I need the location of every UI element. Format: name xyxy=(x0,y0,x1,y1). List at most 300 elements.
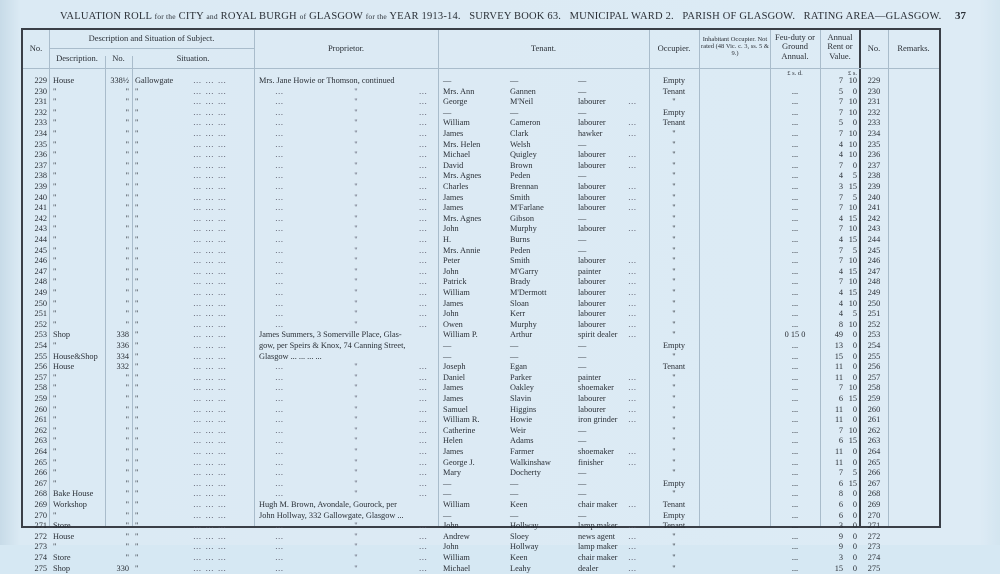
table-row xyxy=(23,521,939,532)
leader-dots: … … … xyxy=(193,531,228,541)
feu-duty: ... xyxy=(791,213,799,223)
situation: " xyxy=(135,542,139,552)
rent-pounds: 7 xyxy=(838,192,843,202)
row-number: 232 xyxy=(34,107,47,117)
row-number: 240 xyxy=(34,192,47,202)
row-number: 237 xyxy=(34,160,47,170)
occupier-status: " xyxy=(672,171,676,181)
table-row xyxy=(23,564,939,574)
row-number-right: 270 xyxy=(867,510,881,520)
leader-dots: … xyxy=(628,553,638,562)
tenant-occupation: labourer xyxy=(578,160,606,170)
description: " xyxy=(53,372,57,382)
tenant-first-name: Peter xyxy=(443,256,461,266)
proprietor-ditto: … " … xyxy=(275,97,428,107)
description: Store xyxy=(53,553,71,562)
tenant-occupation: labourer xyxy=(578,298,606,308)
leader-dots: … xyxy=(628,129,638,138)
tenant-surname: — xyxy=(510,107,519,117)
rent-pounds: 11 xyxy=(835,415,843,425)
rent-pounds: 11 xyxy=(835,362,843,372)
tenant-surname: M'Garry xyxy=(510,266,539,276)
tenant-occupation: lamp maker xyxy=(578,542,618,552)
situation: " xyxy=(135,447,139,456)
rent-pounds: 11 xyxy=(835,372,843,382)
occupier-status: Empty xyxy=(662,107,686,117)
tenant-occupation: labourer xyxy=(578,309,606,319)
street-number: " xyxy=(125,129,129,138)
rent-shillings: 0 xyxy=(852,351,857,361)
situation: " xyxy=(135,563,139,573)
leader-dots: … xyxy=(628,182,638,191)
tenant-surname: Smith xyxy=(510,256,530,266)
leader-dots: … xyxy=(628,531,638,541)
rent-shillings: 0 xyxy=(852,531,857,541)
street-number: " xyxy=(125,309,129,319)
street-number: " xyxy=(125,171,129,181)
tenant-first-name: Mrs. Agnes xyxy=(443,213,482,223)
tenant-first-name: James xyxy=(443,192,464,202)
rent-shillings: 10 xyxy=(848,277,857,287)
tenant-surname: Hollway xyxy=(510,542,539,552)
row-number: 275 xyxy=(34,563,47,573)
tenant-surname: Gannen xyxy=(510,86,536,96)
tenant-first-name: Mrs. Ann xyxy=(443,86,475,96)
row-number: 269 xyxy=(34,500,47,509)
tenant-occupation: iron grinder xyxy=(578,415,618,425)
tenant-first-name: William R. xyxy=(443,415,480,425)
situation: " xyxy=(135,182,139,191)
occupier-status: Empty xyxy=(662,76,686,85)
occupier-status: Tenant xyxy=(662,118,686,128)
tenant-occupation: labourer xyxy=(578,182,606,191)
tenant-first-name: Catherine xyxy=(443,425,476,435)
table-row xyxy=(23,415,939,426)
occupier-status: Tenant xyxy=(662,362,686,372)
municipal-ward: MUNICIPAL WARD 2. xyxy=(569,11,674,22)
row-number-right: 269 xyxy=(867,500,881,509)
leader-dots: … … … xyxy=(193,415,228,425)
rent-shillings: 0 xyxy=(852,330,857,340)
street-number: " xyxy=(125,97,129,107)
leader-dots: … … … xyxy=(193,171,228,181)
feu-duty: ... xyxy=(791,542,799,552)
leader-dots: … xyxy=(628,415,638,425)
tenant-first-name: James xyxy=(443,383,464,393)
description: " xyxy=(53,542,57,552)
feu-duty: ... xyxy=(791,362,799,372)
row-number-right: 238 xyxy=(867,171,881,181)
feu-duty: ... xyxy=(791,160,799,170)
table-row xyxy=(23,299,939,310)
leader-dots: … … … xyxy=(193,139,228,149)
street-number: 336 xyxy=(116,341,129,350)
tenant-occupation: — xyxy=(578,510,587,520)
situation: " xyxy=(135,500,139,509)
description: " xyxy=(53,203,57,213)
feu-duty: 0 15 0 xyxy=(784,330,806,340)
street-number: " xyxy=(125,319,129,329)
rent-shillings: 15 xyxy=(848,288,857,297)
rent-shillings: 10 xyxy=(848,383,857,393)
rent-shillings: 15 xyxy=(848,266,857,276)
proprietor-ditto: … " … xyxy=(275,542,428,552)
occupier-status: " xyxy=(672,436,676,446)
description: " xyxy=(53,224,57,234)
tenant-surname: Gibson xyxy=(510,213,534,223)
rent-shillings: 0 xyxy=(852,415,857,425)
title-text: GLASGOW xyxy=(309,11,363,22)
feu-duty: ... xyxy=(791,192,799,202)
rent-pounds: 7 xyxy=(838,245,843,255)
leader-dots: … xyxy=(628,203,638,213)
table-row xyxy=(23,309,939,320)
leader-dots: … … … xyxy=(193,86,228,96)
feu-duty: ... xyxy=(791,489,799,499)
row-number-right: 245 xyxy=(867,245,881,255)
proprietor-ditto: … " … xyxy=(275,415,428,425)
tenant-first-name: George xyxy=(443,97,468,107)
tenant-occupation: labourer xyxy=(578,404,606,414)
tenant-surname: Keen xyxy=(510,553,528,562)
situation: " xyxy=(135,372,139,382)
rent-shillings: 0 xyxy=(852,341,857,350)
occupier-status: " xyxy=(672,394,676,403)
description: " xyxy=(53,468,57,478)
row-number: 243 xyxy=(34,224,47,234)
rent-units: £ s. xyxy=(847,70,857,77)
street-number: " xyxy=(125,394,129,403)
rent-shillings: 0 xyxy=(852,447,857,456)
table-row xyxy=(23,362,939,373)
description: " xyxy=(53,160,57,170)
tenant-first-name: James xyxy=(443,129,464,138)
tenant-surname: Sloan xyxy=(510,298,529,308)
leader-dots: … … … xyxy=(193,425,228,435)
occupier-status: " xyxy=(672,245,676,255)
description: " xyxy=(53,341,57,350)
rent-pounds: 11 xyxy=(835,447,843,456)
title-text: YEAR 1913-14. xyxy=(389,11,461,22)
description: " xyxy=(53,478,57,488)
tenant-surname: Murphy xyxy=(510,319,537,329)
tenant-occupation: labourer xyxy=(578,256,606,266)
leader-dots: … … … xyxy=(193,76,228,85)
tenant-occupation: labourer xyxy=(578,319,606,329)
rent-pounds: 11 xyxy=(835,404,843,414)
table-row xyxy=(23,330,939,341)
row-number: 231 xyxy=(34,97,47,107)
street-number: " xyxy=(125,277,129,287)
tenant-first-name: — xyxy=(443,478,452,488)
feu-duty: ... xyxy=(791,415,799,425)
street-number: 338 xyxy=(116,330,129,340)
situation: " xyxy=(135,489,139,499)
tenant-occupation: lamp maker xyxy=(578,521,618,531)
description: " xyxy=(53,436,57,446)
feu-duty: ... xyxy=(791,341,799,350)
proprietor-ditto: … " … xyxy=(275,531,428,541)
table-row xyxy=(23,352,939,363)
row-number-right: 263 xyxy=(867,436,881,446)
tenant-surname: — xyxy=(510,76,519,85)
tenant-first-name: — xyxy=(443,351,452,361)
leader-dots: … xyxy=(628,319,638,329)
feu-duty: ... xyxy=(791,531,799,541)
table-row xyxy=(23,235,939,246)
situation: " xyxy=(135,478,139,488)
leader-dots: … … … xyxy=(193,245,228,255)
row-number: 251 xyxy=(34,309,47,319)
street-number: " xyxy=(125,86,129,96)
occupier-status: " xyxy=(672,425,676,435)
tenant-occupation: — xyxy=(578,245,587,255)
rent-pounds: 49 xyxy=(834,330,843,340)
street-number: " xyxy=(125,235,129,244)
rent-pounds: 3 xyxy=(838,182,843,191)
tenant-first-name: Samuel xyxy=(443,404,468,414)
tenant-first-name: James xyxy=(443,298,464,308)
situation: " xyxy=(135,468,139,478)
occupier-status: " xyxy=(672,489,676,499)
tenant-occupation: — xyxy=(578,86,587,96)
row-number-right: 262 xyxy=(867,425,881,435)
feu-duty: ... xyxy=(791,182,799,191)
occupier-status: Empty xyxy=(662,510,686,520)
street-number: " xyxy=(125,150,129,160)
table-row xyxy=(23,373,939,384)
description: " xyxy=(53,415,57,425)
description: " xyxy=(53,171,57,181)
table-row xyxy=(23,542,939,553)
tenant-first-name: — xyxy=(443,510,452,520)
tenant-surname: Weir xyxy=(510,425,526,435)
situation: " xyxy=(135,235,139,244)
leader-dots: … xyxy=(628,97,638,107)
situation: " xyxy=(135,150,139,160)
tenant-surname: — xyxy=(510,510,519,520)
tenant-first-name: Mrs. Agnes xyxy=(443,171,482,181)
header-feu-duty: Feu-duty or Ground Annual. xyxy=(775,32,815,61)
tenant-surname: Egan xyxy=(510,362,528,372)
tenant-first-name: Helen xyxy=(443,436,463,446)
rent-shillings: 0 xyxy=(852,500,857,509)
table-row xyxy=(23,394,939,405)
leader-dots: … … … xyxy=(193,277,228,287)
row-number: 266 xyxy=(34,468,47,478)
street-number: " xyxy=(125,468,129,478)
table-row xyxy=(23,182,939,193)
proprietor-ditto: … " … xyxy=(275,171,428,181)
tenant-occupation: chair maker xyxy=(578,553,618,562)
situation: " xyxy=(135,139,139,149)
tenant-surname: — xyxy=(510,341,519,350)
leader-dots: … … … xyxy=(193,213,228,223)
feu-duty: ... xyxy=(791,394,799,403)
rent-shillings: 5 xyxy=(852,468,857,478)
tenant-occupation: labourer xyxy=(578,118,606,128)
header-annual-rent: Annual Rent or Value. xyxy=(827,32,853,61)
tenant-occupation: — xyxy=(578,341,587,350)
street-number: " xyxy=(125,107,129,117)
situation: " xyxy=(135,129,139,138)
street-number: " xyxy=(125,553,129,562)
table-row xyxy=(23,553,939,564)
table-row xyxy=(23,320,939,331)
street-number: 334 xyxy=(116,351,129,361)
rent-pounds: 4 xyxy=(838,309,843,319)
feu-duty: ... xyxy=(791,235,799,244)
rent-pounds: 7 xyxy=(838,97,843,107)
proprietor-ditto: … " … xyxy=(275,383,428,393)
tenant-first-name: — xyxy=(443,341,452,350)
table-row xyxy=(23,224,939,235)
row-number: 263 xyxy=(34,436,47,446)
proprietor-ditto: … " … xyxy=(275,182,428,191)
header-description-group: Description and Situation of Subject. xyxy=(88,33,215,43)
tenant-first-name: Andrew xyxy=(443,531,470,541)
row-number-right: 258 xyxy=(867,383,881,393)
rent-pounds: 8 xyxy=(838,319,843,329)
rent-pounds: 9 xyxy=(838,531,843,541)
occupier-status: " xyxy=(672,319,676,329)
tenant-surname: Peden xyxy=(510,245,531,255)
rent-shillings: 15 xyxy=(848,182,857,191)
street-number: " xyxy=(125,521,129,531)
proprietor-ditto: … " … xyxy=(275,319,428,329)
table-row xyxy=(23,171,939,182)
street-number: " xyxy=(125,118,129,128)
tenant-surname: — xyxy=(510,351,519,361)
survey-book: SURVEY BOOK 63. xyxy=(469,11,562,22)
occupier-status: " xyxy=(672,372,676,382)
table-row xyxy=(23,458,939,469)
tenant-occupation: painter xyxy=(578,266,602,276)
proprietor-line: John Hollway, 332 Gallowgate, Glasgow ... xyxy=(259,510,404,520)
leader-dots: … … … xyxy=(193,362,228,372)
row-number-right: 273 xyxy=(867,542,881,552)
parish: PARISH OF GLASGOW. xyxy=(682,11,796,22)
rent-shillings: 0 xyxy=(852,372,857,382)
proprietor-ditto: … " … xyxy=(275,107,428,117)
rent-shillings: 0 xyxy=(852,362,857,372)
row-number-right: 232 xyxy=(867,107,881,117)
description: " xyxy=(53,245,57,255)
occupier-status: " xyxy=(672,531,676,541)
occupier-status: " xyxy=(672,160,676,170)
leader-dots: … xyxy=(628,160,638,170)
proprietor-ditto: … " … xyxy=(275,298,428,308)
tenant-surname: Brown xyxy=(510,160,533,170)
tenant-first-name: Michael xyxy=(443,563,471,573)
feu-duty: ... xyxy=(791,553,799,562)
tenant-occupation: labourer xyxy=(578,192,606,202)
rent-shillings: 15 xyxy=(848,436,857,446)
occupier-status: " xyxy=(672,457,676,467)
occupier-status: " xyxy=(672,182,676,191)
leader-dots: … … … xyxy=(193,341,228,350)
leader-dots: … … … xyxy=(193,457,228,467)
row-number-right: 235 xyxy=(867,139,881,149)
street-number: " xyxy=(125,288,129,297)
proprietor-ditto: … " … xyxy=(275,277,428,287)
leader-dots: … xyxy=(628,404,638,414)
table-row xyxy=(23,150,939,161)
street-number: " xyxy=(125,203,129,213)
rent-pounds: 15 xyxy=(834,563,843,573)
situation: " xyxy=(135,118,139,128)
street-number: " xyxy=(125,256,129,266)
rent-shillings: 0 xyxy=(852,160,857,170)
row-number-right: 240 xyxy=(867,192,881,202)
row-number-right: 231 xyxy=(867,97,881,107)
row-number-right: 252 xyxy=(867,319,881,329)
row-number: 273 xyxy=(34,542,47,552)
rent-pounds: 8 xyxy=(838,489,843,499)
street-number: 338½ xyxy=(110,76,129,85)
description: House xyxy=(53,76,75,85)
tenant-occupation: dealer xyxy=(578,563,599,573)
description: Store xyxy=(53,521,71,531)
leader-dots: … … … xyxy=(193,118,228,128)
rent-pounds: 7 xyxy=(838,256,843,266)
table-row xyxy=(23,341,939,352)
tenant-first-name: Daniel xyxy=(443,372,466,382)
leader-dots: … xyxy=(628,372,638,382)
tenant-first-name: Mary xyxy=(443,468,461,478)
rent-pounds: 3 xyxy=(838,553,843,562)
occupier-status: " xyxy=(672,404,676,414)
tenant-first-name: Patrick xyxy=(443,277,467,287)
row-number: 274 xyxy=(34,553,47,562)
tenant-surname: Keen xyxy=(510,500,528,509)
leader-dots: … … … xyxy=(193,436,228,446)
row-number: 267 xyxy=(34,478,47,488)
row-number-right: 257 xyxy=(867,372,881,382)
description: " xyxy=(53,510,57,520)
rent-shillings: 10 xyxy=(848,97,857,107)
table-row xyxy=(23,129,939,140)
tenant-first-name: James xyxy=(443,203,464,213)
tenant-occupation: — xyxy=(578,478,587,488)
row-number-right: 248 xyxy=(867,277,881,287)
occupier-status: " xyxy=(672,563,676,573)
row-number-right: 243 xyxy=(867,224,881,234)
table-row xyxy=(23,426,939,437)
rent-shillings: 10 xyxy=(848,298,857,308)
leader-dots: … … … xyxy=(193,383,228,393)
row-number: 258 xyxy=(34,383,47,393)
tenant-first-name: David xyxy=(443,160,464,170)
rent-shillings: 10 xyxy=(848,107,857,117)
leader-dots: … xyxy=(628,192,638,202)
row-number-right: 249 xyxy=(867,288,881,297)
tenant-first-name: Owen xyxy=(443,319,463,329)
situation: " xyxy=(135,245,139,255)
occupier-status: Empty xyxy=(662,341,686,350)
rent-pounds: 4 xyxy=(838,150,843,160)
tenant-first-name: John xyxy=(443,266,459,276)
table-row xyxy=(23,479,939,490)
leader-dots: … xyxy=(628,521,638,531)
row-number-right: 239 xyxy=(867,182,881,191)
tenant-surname: Sloey xyxy=(510,531,529,541)
tenant-surname: Quigley xyxy=(510,150,537,160)
occupier-status: " xyxy=(672,383,676,393)
situation: " xyxy=(135,192,139,202)
proprietor-ditto: … " … xyxy=(275,150,428,160)
description: " xyxy=(53,182,57,191)
